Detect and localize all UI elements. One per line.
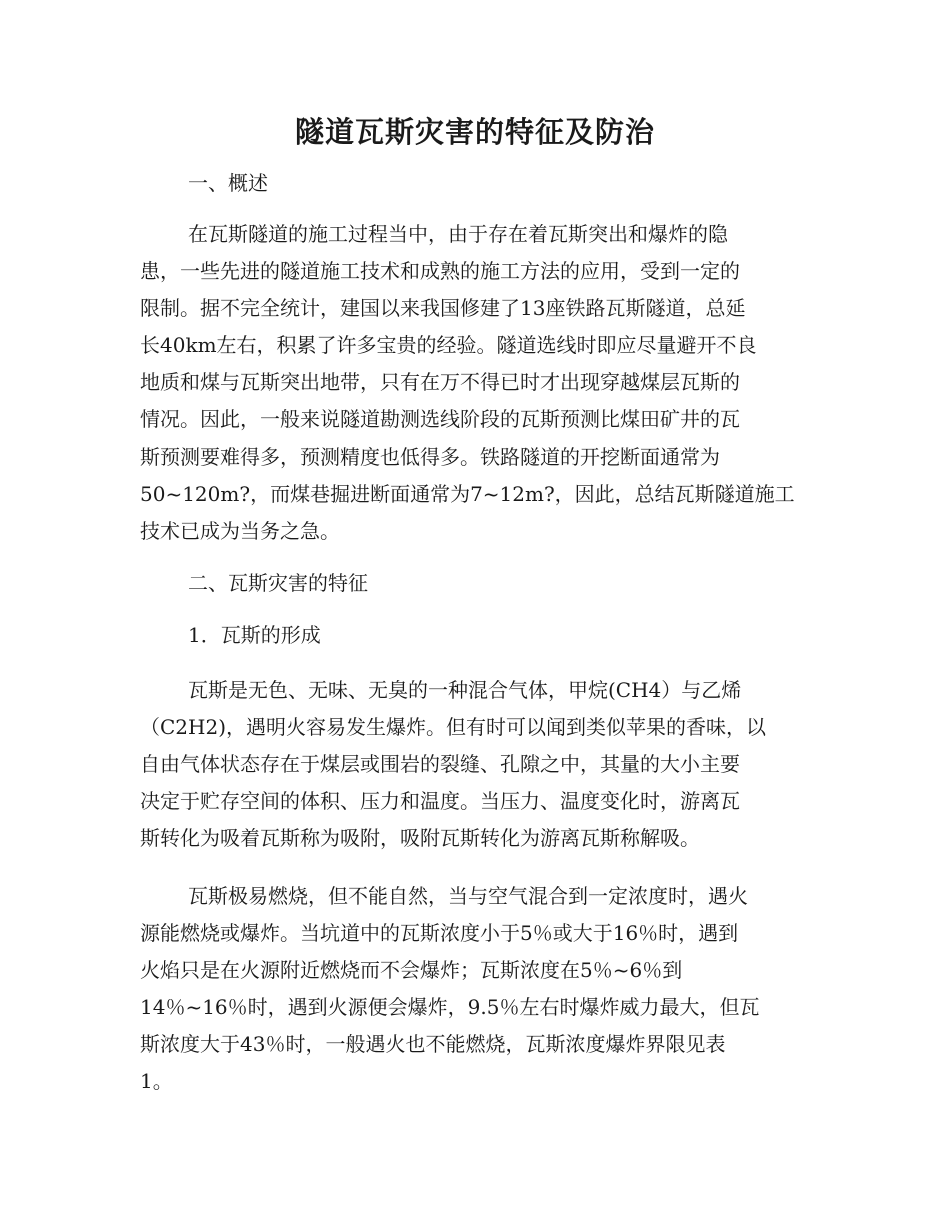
paragraph-overview: [140, 216, 810, 550]
paragraph-line: 源能燃烧或爆炸。当坑道中的瓦斯浓度小于5％或大于16％时，遇到: [140, 921, 739, 946]
subsection-heading-gas-formation: 1．瓦斯的形成: [188, 623, 321, 647]
paragraph-line: 决定于贮存空间的体积、压力和温度。当压力、温度变化时，游离瓦: [140, 789, 740, 814]
paragraph-gas-explosion: [140, 878, 810, 1101]
paragraph-line: 情况。因此，一般来说隧道勘测选线阶段的瓦斯预测比煤田矿井的瓦: [140, 407, 740, 432]
paragraph-line: 患，一些先进的隧道施工技术和成熟的施工方法的应用，受到一定的: [140, 259, 740, 284]
paragraph-gas-composition: [140, 672, 810, 857]
paragraph-line: 斯浓度大于43％时，一般遇火也不能燃烧，瓦斯浓度爆炸界限见表: [140, 1032, 726, 1057]
paragraph-line: 自由气体状态存在于煤层或围岩的裂缝、孔隙之中，其量的大小主要: [140, 752, 740, 777]
paragraph-line: 瓦斯是无色、无味、无臭的一种混合气体，甲烷(CH4）与乙烯: [188, 678, 742, 702]
paragraph-line: 技术已成为当务之急。: [140, 518, 340, 543]
paragraph-line: 瓦斯极易燃烧，但不能自然，当与空气混合到一定浓度时，遇火: [188, 884, 748, 908]
paragraph-line: 火焰只是在火源附近燃烧而不会爆炸；瓦斯浓度在5％~6％到: [140, 958, 683, 983]
paragraph-line: 14％~16％时，遇到火源便会爆炸，9.5％左右时爆炸威力最大，但瓦: [140, 995, 760, 1020]
paragraph-line: （C2H2)，遇明火容易发生爆炸。但有时可以闻到类似苹果的香味，以: [140, 715, 766, 740]
paragraph-line: 斯预测要难得多，预测精度也低得多。铁路隧道的开挖断面通常为: [140, 444, 720, 469]
section-heading-gas-hazard: 二、瓦斯灾害的特征: [188, 571, 368, 595]
section-heading-overview: 一、概述: [188, 171, 268, 195]
paragraph-line: 限制。据不完全统计，建国以来我国修建了13座铁路瓦斯隧道，总延: [140, 296, 746, 321]
paragraph-line: 地质和煤与瓦斯突出地带，只有在万不得已时才出现穿越煤层瓦斯的: [140, 370, 740, 395]
paragraph-line: 在瓦斯隧道的施工过程当中，由于存在着瓦斯突出和爆炸的隐: [188, 222, 728, 246]
paragraph-line: 长40km左右，积累了许多宝贵的经验。隧道选线时即应尽量避开不良: [140, 333, 757, 358]
paragraph-line: 1。: [140, 1069, 173, 1094]
paragraph-line: 斯转化为吸着瓦斯称为吸附，吸附瓦斯转化为游离瓦斯称解吸。: [140, 826, 700, 851]
document-title: 隧道瓦斯灾害的特征及防治: [294, 115, 655, 149]
paragraph-line: 50~120m?，而煤巷掘进断面通常为7~12m?，因此，总结瓦斯隧道施工: [140, 481, 795, 506]
